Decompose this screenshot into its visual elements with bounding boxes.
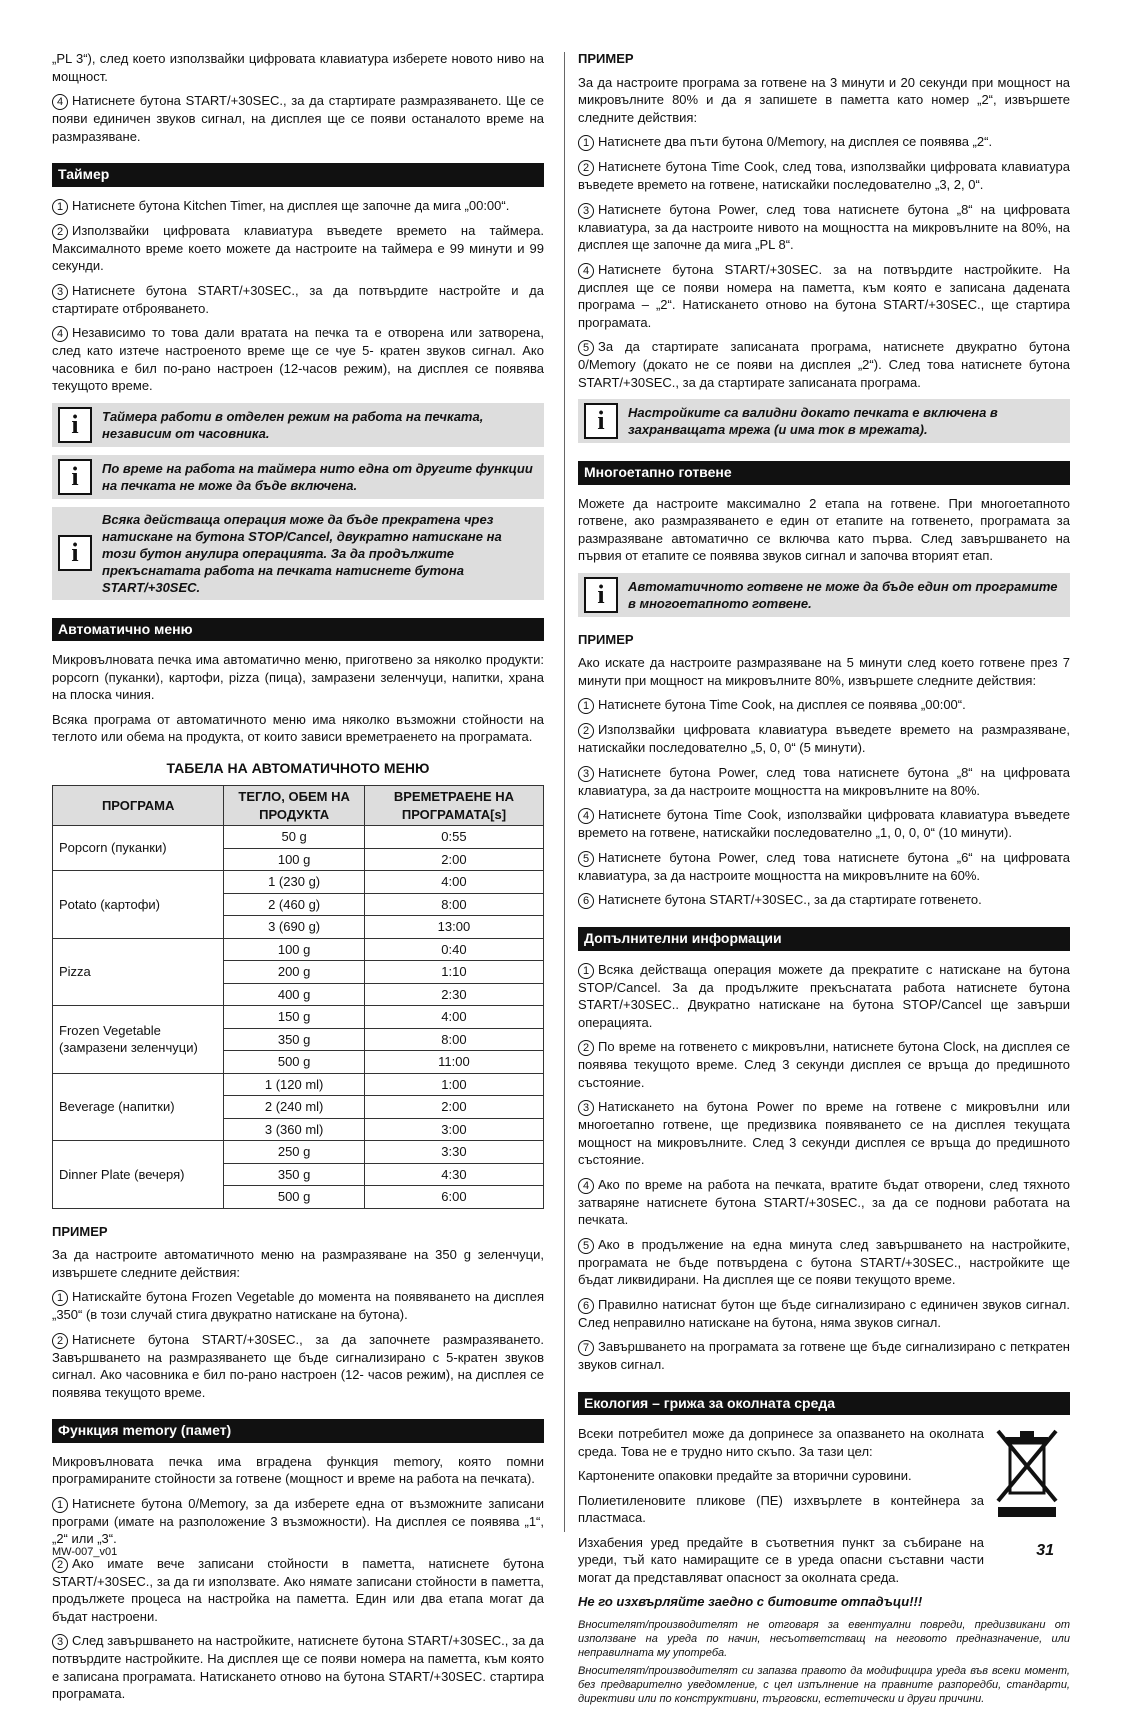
page-number: 31 [1036,1542,1054,1559]
multistage-step-4: 4 Натиснете бутона Time Cook, използвайки цифровата клавиатура въведете времето на готвене, натискайки последователно „1, 0, 0, 0“ (10 минути). [578,807,1070,840]
table-row [53,826,544,849]
extra-step-1: 1 Всяка действаща операция можете да прекратите с натискане на бутона STOP/Cancel. За да продължите прекъснатата работа натиснете бутона START/+30SEC.. Двукратно натискане на бутона STOP/Cancel ще завърши операцията. [578,961,1070,1030]
weight-cell: 500 g [224,1186,365,1209]
duration-cell: 2:00 [364,848,543,871]
memory-example-step-4: 4 Натиснете бутона START/+30SEC. за на потвърдите настройките. На дисплея ще се появи номера на паметта, към която е записана дадената програма – „2“. Натискането отново на бутона START/+30SEC., ще стартира програмата. [578,261,1070,330]
multistage-step-1: 1 Натиснете бутона Time Cook, на дисплея се появява „00:00“. [578,696,1070,714]
intro-text: „PL 3“), след което използвайки цифровата клавиатура изберете новото ниво на мощност. [52,51,544,84]
weight-cell: 350 g [224,1163,365,1186]
extra-step-4: 4 Ако по време на работа на печката, вратите бъдат отворени, след тяхното затваряне натиснете бутона START/+30SEC., за да се поднови работата на печката. [578,1176,1070,1227]
multistage-text: Можете да настроите максимално 2 етапа на готвене. При многоетапното готвене, ако размразяването е един от етапите на готвенето, програмата за размразяване автоматично се включва като първа. След завършването на първия от етапите се появява звуков сигнал и започва вторият етап. [578,495,1070,563]
eco-text: Изхабения уред предайте в съответния пункт за събиране на уреди, тъй като намиращите се в уреда опасни съставни части могат да представляват опасност за околната среда. [578,1534,984,1585]
eco-text: Полиетиленовите пликове (ПЕ) изхвърлете в контейнера за пластмаса. [578,1492,984,1525]
disclaimer: Вносителят/производителят си запазва правото да модифицира уреда във всеки момент, без предварително уведомление, с цел изпълнение на правните разпоредби, стандарти, директиви или по конструктивни, търговски, естетически и други причини. [578,1664,1070,1705]
example-label: ПРИМЕР [578,631,634,647]
table-row [53,1073,544,1096]
info-icon: i [584,577,618,613]
memory-example-step-1: 1 Натиснете два пъти бутона 0/Memory, на дисплея се появява „2“. [578,133,1070,151]
duration-cell: 3:00 [364,1118,543,1141]
info-note: i Всяка действаща операция може да бъде прекратена чрез натискане на бутона STOP/Cancel, двукратно натискане на този бутон анулира операцията. За да продължите прекъснатата работа на печката натиснете бутона START/+30SEC. [52,507,544,600]
program-cell: Potato (картофи) [53,871,224,939]
auto-menu-text: Всяка програма от автоматичното меню има няколко възможни стойности на теглото или обема на продукта, от които зависи времетраенето на програмата. [52,711,544,744]
model-code: MW-007_v01 [52,1546,118,1558]
memory-example-step-3: 3 Натиснете бутона Power, след това натиснете бутона „8“ на цифровата клавиатура, за да настроите нивото на мощността на микровълните на 80%, на дисплея ще започне да мига „PL 8“. [578,201,1070,252]
duration-cell: 11:00 [364,1051,543,1074]
duration-cell: 4:00 [364,871,543,894]
table-header: ПРОГРАМА [53,786,224,826]
multistage-step-6: 6 Натиснете бутона START/+30SEC., за да стартирате готвенето. [578,891,1070,909]
weight-cell: 400 g [224,983,365,1006]
table-row [53,1141,544,1164]
memory-example-text: За да настроите програма за готвене на 3 минути и 20 секунди при мощност на микровълните 80% и да я запишете в паметта като номер „2“, извършете следните действия: [578,74,1070,125]
timer-step-2: 2 Използвайки цифровата клавиатура въведете времето на таймера. Максималното време което можете да настроите на таймера е 99 минути и 99 секунди. [52,222,544,273]
left-column [52,50,544,1710]
extra-step-2: 2 По време на готвенето с микровълни, натиснете бутона Clock, на дисплея се появява текущото време. След 3 секунди дисплея се връща до предишното състояние. [578,1039,1070,1090]
example-label: ПРИМЕР [578,51,634,66]
info-icon: i [58,407,92,443]
info-icon: i [58,459,92,495]
section-header-multistage: Многоетапно готвене [578,461,1070,485]
column-divider [564,52,565,1532]
intro-step: 4 Натиснете бутона START/+30SEC., за да стартирате размразяването. Ще се появи единичен звуков сигнал, на дисплея ще се появи останалото време на размразяване. [52,93,544,144]
multistage-example-text: Ако искате да настроите размразяване на 5 минути след което готвене през 7 минути при мощност на микровълните 80%, извършете следните действия: [578,655,1070,688]
memory-example-step-2: 2 Натиснете бутона Time Cook, след това, използвайки цифровата клавиатура въведете времето на готвене, натискайки последователно „3, 2, 0“. [578,159,1070,192]
duration-cell: 8:00 [364,893,543,916]
auto-menu-text: Микровълновата печка има автоматично меню, приготвено за няколко продукти: popcorn (пуканки), картофи, pizza (пица), замразени зеленчуци, напитки, храна на плоска чиния. [52,652,544,702]
table-header: ВРЕМЕТРАЕНЕ НА ПРОГРАМАТА[s] [364,786,543,826]
table-header: ТЕГЛО, ОБЕМ НА ПРОДУКТА [224,786,365,826]
weight-cell: 500 g [224,1051,365,1074]
ecology-block [578,1425,1070,1593]
auto-menu-table [52,785,544,1209]
table-row [53,1006,544,1029]
info-note: i Таймера работи в отделен режим на работа на печката, независим от часовника. [52,403,544,447]
section-header-ecology: Екология – грижа за околната среда [578,1392,1070,1416]
duration-cell: 13:00 [364,916,543,939]
program-cell: Popcorn (пуканки) [53,826,224,871]
program-cell: Dinner Plate (вечеря) [53,1141,224,1209]
memory-text: Микровълновата печка има вградена функция memory, която помни програмираните стойности за готвене (мощност и време на работа на печката). [52,1453,544,1486]
duration-cell: 0:55 [364,826,543,849]
table-row [53,938,544,961]
eco-warning: Не го изхвърляйте заедно с битовите отпадъци!!! [578,1594,923,1609]
weight-cell: 1 (230 g) [224,871,365,894]
timer-step-1: 1 Натиснете бутона Kitchen Timer, на дисплея ще започне да мига „00:00“. [52,197,544,215]
example-step-1: 1 Натискайте бутона Frozen Vegetable до момента на появяването на дисплея „350“ (в този случай стига двукратно натискане на бутона). [52,1289,544,1322]
extra-step-6: 6 Правилно натиснат бутон ще бъде сигнализирано с единичен звуков сигнал. След неправилно натискане на бутона, няма звуков сигнал. [578,1296,1070,1330]
weight-cell: 3 (360 ml) [224,1118,365,1141]
example-label: ПРИМЕР [52,1223,108,1239]
section-header-timer: Таймер [52,163,544,187]
eco-text: Всеки потребител може да допринесе за опазването на околната среда. Това не е трудно нито скъпо. За тази цел: [578,1426,984,1459]
disclaimer: Вносителят/производителят не отговаря за евентуални повреди, предизвикани от използване на уреда по начин, несъответстващ на неговото предназначение, или неправилната му употреба. [578,1618,1070,1659]
program-cell: Pizza [53,938,224,1006]
section-header-memory: Функция memory (памет) [52,1419,544,1443]
weight-cell: 100 g [224,848,365,871]
example-step-2: 2 Натиснете бутона START/+30SEC., за да започнете размразяването. Завършването на размразяването ще бъде сигнализирано с 5-кратен звуков сигнал. Ако часовника е бил по-рано настроен (12- часов режим), на дисплея се появява текущото време. [52,1331,544,1400]
multistage-step-5: 5 Натиснете бутона Power, след това натиснете бутона „6“ на цифровата клавиатура, за да настроите мощността на микровълните на 60%. [578,849,1070,883]
weight-cell: 350 g [224,1028,365,1051]
duration-cell: 6:00 [364,1186,543,1209]
crossed-bin-icon [990,1425,1070,1593]
multistage-step-2: 2 Използвайки цифровата клавиатура въведете времето на размразяване, натискайки последователно „5, 0, 0“ (5 минути). [578,722,1070,755]
program-cell: Beverage (напитки) [53,1073,224,1141]
eco-text: Картонените опаковки предайте за вторични суровини. [578,1468,912,1483]
info-icon: i [584,403,618,439]
table-row [53,871,544,894]
section-header-extra-info: Допълнителни информации [578,927,1070,951]
weight-cell: 3 (690 g) [224,916,365,939]
example-text: За да настроите автоматичното меню на размразяване на 350 g зеленчуци, извършете следните действия: [52,1247,544,1280]
program-cell: Frozen Vegetable (замразени зеленчуци) [53,1006,224,1074]
table-title: ТАБЕЛА НА АВТОМАТИЧНОТО МЕНЮ [166,759,430,776]
weight-cell: 100 g [224,938,365,961]
duration-cell: 3:30 [364,1141,543,1164]
weight-cell: 150 g [224,1006,365,1029]
info-note: i Автоматичното готвене не може да бъде един от програмите в многоетапното готвене. [578,573,1070,617]
duration-cell: 2:00 [364,1096,543,1119]
memory-step-1: 1 Натиснете бутона 0/Memory, за да изберете една от възможните записани програми (имате на разположение 3 възможности). На дисплея се появява „1“, „2“ или „3“. [52,1495,544,1546]
memory-example-step-5: 5 За да стартирате записаната програма, натиснете двукратно бутона 0/Memory (докато не се появи на дисплея „2“). След това натиснете бутона START/+30SEC., за да стартирате записаната програма. [578,339,1070,390]
duration-cell: 4:30 [364,1163,543,1186]
extra-step-3: 3 Натискането на бутона Power по време на готвене с микровълни или многоетапно готвене, ще предизвика появяването се на дисплея текущата мощност на микровълните. След 3 секунди дисплея се връща до предишното състояние. [578,1099,1070,1167]
extra-step-7: 7 Завършването на програмата за готвене ще бъде сигнализирано с петкратен звуков сигнал. [578,1339,1070,1372]
multistage-step-3: 3 Натиснете бутона Power, след това натиснете бутона „8“ на цифровата клавиатура, за да настроите мощността на микровълните на 80%. [578,764,1070,798]
info-icon: i [58,535,92,571]
timer-step-4: 4 Независимо то това дали вратата на печка та е отворена или затворена, след като изтече настроеното време ще се чуе 5- кратен звуков сигнал. Ако часовника е бил по-рано настроен (12-часов режим), на дисплея се появява текущото време. [52,325,544,393]
memory-step-3: 3 След завършването на настройките, натиснете бутона START/+30SEC., за да потвърдите настройките. На дисплея ще се появи номера на паметта, към която е записана програмата. Натискането отново на бутона START/+30SEC. стартира програмата. [52,1633,544,1701]
weight-cell: 2 (460 g) [224,893,365,916]
duration-cell: 4:00 [364,1006,543,1029]
extra-step-5: 5 Ако в продължение на една минута след завършването на настройките, програмата не бъде потвърдена с бутона START/+30SEC., настройките ще бъдат ликвидирани. На дисплея ще се появи текущото време. [578,1236,1070,1287]
duration-cell: 0:40 [364,938,543,961]
right-column [578,50,1070,1710]
duration-cell: 8:00 [364,1028,543,1051]
memory-step-2: 2 Ако имате вече записани стойности в паметта, натиснете бутона START/+30SEC., за да ги използвате. Ако нямате записани стойности в паметта, продължете процеса на настройка на паметта. Един или два етапа могат да бъдат настроени. [52,1555,544,1624]
duration-cell: 1:00 [364,1073,543,1096]
weight-cell: 250 g [224,1141,365,1164]
timer-step-3: 3 Натиснете бутона START/+30SEC., за да потвърдите настройте и да стартирате отброяването. [52,282,544,316]
weight-cell: 2 (240 ml) [224,1096,365,1119]
info-note: i По време на работа на таймера нито една от другите функции на печката не може да бъде включена. [52,455,544,499]
weight-cell: 200 g [224,961,365,984]
weight-cell: 50 g [224,826,365,849]
info-note: i Настройките са валидни докато печката е включена в захранващата мрежа (и има ток в мрежата). [578,399,1070,443]
weight-cell: 1 (120 ml) [224,1073,365,1096]
section-header-auto-menu: Автоматично меню [52,618,544,642]
duration-cell: 2:30 [364,983,543,1006]
duration-cell: 1:10 [364,961,543,984]
